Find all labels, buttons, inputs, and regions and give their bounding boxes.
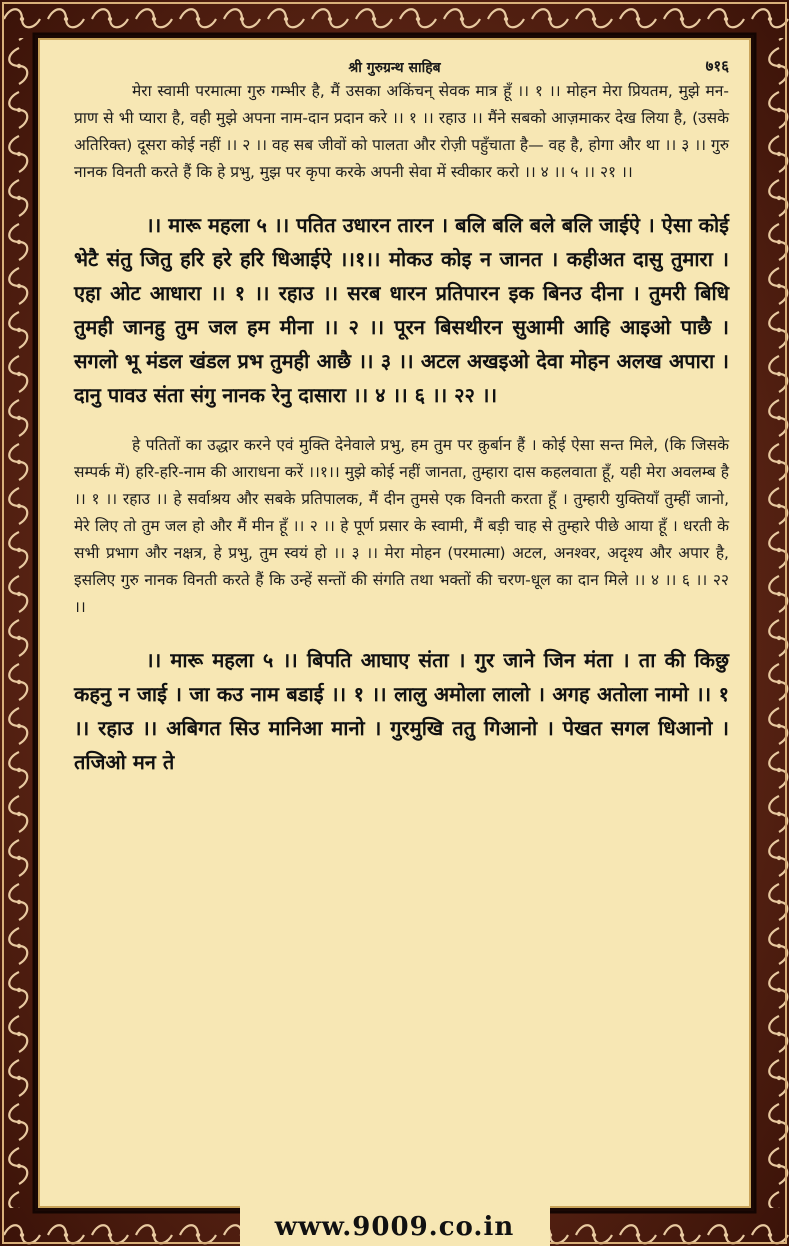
website-watermark: www.9009.co.in [274,1212,515,1242]
verse-text-1: ।। मारू महला ५ ।। पतित उधारन तारन । बलि बलि बले बलि जाईऐ । ऐसा कोई भेटै संतु जितु हरि हरे हरि धिआईऐ ।।१।। मोकउ कोइ न जानत । कहीअत दासु तुमारा । एहा ओट आधारा ।। १ ।। रहाउ ।। सरब धारन प्रतिपारन इक बिनउ दीना । तुमरी बिधि तुमही जानहु तुम जल हम मीना ।। २ ।। पूरन बिसथीरन सुआमी आहि आइओ पाछै । सगलो भू मंडल खंडल प्रभ तुमही आछै ।। ३ ।। अटल अखइओ देवा मोहन अलख अपारा । दानु पावउ संता संगु नानक रेनु दासारा ।। ४ ।। ६ ।। २२ ।। [74,213,729,407]
page-number: ७१६ [705,57,729,75]
translation-block-1 [74,78,729,186]
translation-text-2: हे पतितों का उद्धार करने एवं मुक्ति देनेवाले प्रभु, हम तुम पर क़ुर्बान हैं । कोई ऐसा सन्त मिले, (कि जिसके सम्पर्क में) हरि-हरि-नाम की आराधना करें ।।१।। मुझे कोई नहीं जानता, तुम्हारा दास कहलवाता हूँ, यही मेरा अवलम्ब है ।। १ ।। रहाउ ।। हे सर्वाश्रय और सबके प्रतिपालक, मैं दीन तुमसे एक विनती करता हूँ । तुम्हारी युक्तियाँ तुम्हीं जानो, मेरे लिए तो तुम जल हो और मैं मीन हूँ ।। २ ।। हे पूर्ण प्रसार के स्वामी, मैं बड़ी चाह से तुम्हारे पीछे आया हूँ । धरती के सभी प्रभाग और नक्षत्र, हे प्रभु, तुम स्वयं हो ।। ३ ।। मेरा मोहन (परमात्मा) अटल, अनश्वर, अदृश्य और अपार है, इसलिए गुरु नानक विनती करते हैं कि उन्हें सन्तों की संगति तथा भक्तों की चरण-धूल का दान मिले ।। ४ ।। ६ ।। २२ ।। [74,436,729,616]
scripture-page [38,38,751,1208]
verse-block-2 [74,643,729,779]
running-title: श्री गुरुग्रन्थ साहिब [348,60,441,76]
verse-block-1 [74,208,729,412]
translation-text-1: मेरा स्वामी परमात्मा गुरु गम्भीर है, मैं उसका अकिंचन् सेवक मात्र हूँ ।। १ ।। मोहन मेरा प्रियतम, मुझे मन-प्राण से भी प्यारा है, वही मुझे अपना नाम-दान प्रदान करे ।। १ ।। रहाउ ।। मैंने सबको आज़माकर देख लिया है, (उसके अतिरिक्त) दूसरा कोई नहीं ।। २ ।। वह सब जीवों को पालता और रोज़ी पहुँचाता है— वह है, होगा और था ।। ३ ।। गुरु नानक विनती करते हैं कि हे प्रभु, मुझ पर कृपा करके अपनी सेवा में स्वीकार करो ।। ४ ।। ५ ।। २१ ।। [74,82,729,181]
page-header [38,38,751,78]
verse-text-2: ।। मारू महला ५ ।। बिपति आघाए संता । गुर जाने जिन मंता । ता की किछु कहनु न जाई । जा कउ नाम बडाई ।। १ ।। लालु अमोला लालो । अगह अतोला नामो ।। १ ।। रहाउ ।। अबिगत सिउ मानिआ मानो । गुरमुखि ततु गिआनो । पेखत सगल धिआनो । तजिओ मन ते [74,648,729,774]
translation-block-2 [74,432,729,621]
